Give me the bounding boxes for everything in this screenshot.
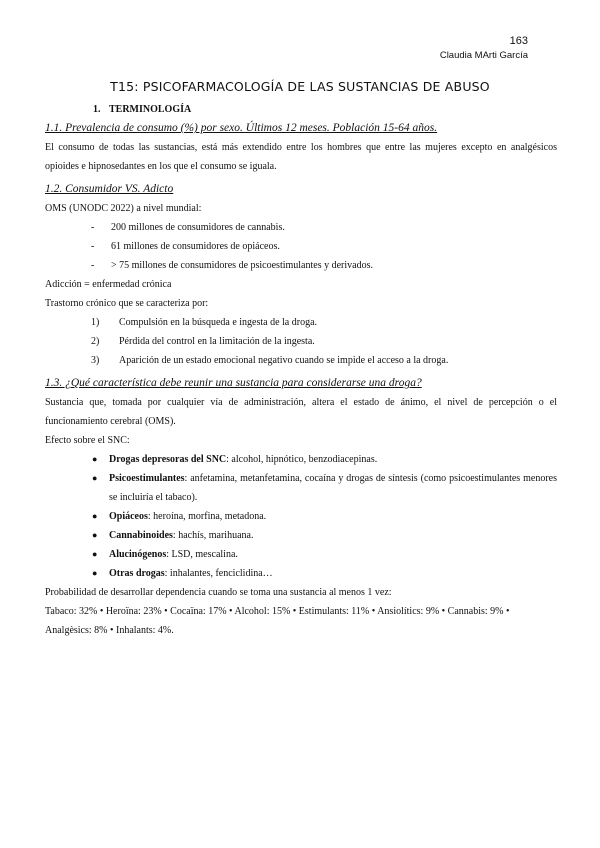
- author-name: Claudia MArti García: [439, 50, 528, 61]
- list-item: ● Psicoestimulantes: anfetamina, metanfetamina, cocaína y drogas de síntesis (como psicoestimulantes menores se incluiría el tabaco).: [45, 469, 557, 507]
- bullet-icon: ●: [92, 473, 98, 483]
- list-item: - > 75 millones de consumidores de psicoestimulantes y derivados.: [91, 260, 373, 271]
- paragraph-definition: Sustancia que, tomada por cualquier vía de administración, altera el estado de ánimo, el nivel de percepción o el funcionamiento cerebral (OMS).: [45, 397, 557, 427]
- paragraph-prevalence: El consumo de todas las sustancias, está más extendido entre los hombres que entre las mujeres excepto en analgésicos opioides e hipnosedantes en los que el consumo se iguala.: [45, 142, 557, 172]
- subsection-heading-1-1: 1.1. Prevalencia de consumo (%) por sexo. Últimos 12 meses. Población 15-64 años.: [45, 122, 438, 134]
- subsection-heading-1-2: 1.2. Consumidor VS. Adicto: [45, 183, 174, 195]
- bullet-icon: ●: [92, 454, 98, 464]
- paragraph-probability-intro: Probabilidad de desarrollar dependencia cuando se toma una sustancia al menos 1 vez:: [45, 587, 392, 598]
- list-item: ● Alucinógenos: LSD, mescalina.: [45, 545, 557, 564]
- bullet-icon: ●: [92, 530, 98, 540]
- list-item: ● Drogas depresoras del SNC: alcohol, hipnótico, benzodiacepinas.: [45, 450, 557, 469]
- bullet-icon: ●: [92, 568, 98, 578]
- paragraph-probability-values: Tabaco: 32% • Heroïna: 23% • Cocaïna: 17% • Alcohol: 15% • Estimulants: 11% • Ansiolítics: 9% • Cannabis: 9% • Analgèsics: 8% • Inhalants: 4%.: [45, 606, 510, 636]
- subsection-heading-1-3: 1.3. ¿Qué característica debe reunir una sustancia para considerarse una droga?: [45, 377, 422, 389]
- section-title: TERMINOLOGÍA: [109, 104, 192, 115]
- list-item: 2) Pérdida del control en la limitación de la ingesta.: [91, 336, 315, 347]
- section-number: 1.: [93, 104, 101, 115]
- document-body: [45, 100, 557, 640]
- list-item: 1) Compulsión en la búsqueda e ingesta de la droga.: [91, 317, 318, 328]
- page-number: 163: [509, 35, 528, 47]
- dash-list: [45, 218, 557, 275]
- page-title: T15: PSICOFARMACOLOGÍA DE LAS SUSTANCIAS DE ABUSO: [110, 79, 490, 94]
- paragraph-disorder: Trastorno crónico que se caracteriza por:: [45, 298, 209, 309]
- bullet-list: [45, 450, 557, 583]
- section-heading-terminologia: [93, 100, 557, 119]
- list-item: - 61 millones de consumidores de opiáceos.: [91, 241, 280, 252]
- list-item: ● Cannabinoides: hachís, marihuana.: [45, 526, 557, 545]
- bullet-icon: ●: [92, 511, 98, 521]
- numbered-list: [45, 313, 557, 370]
- list-item: ● Otras drogas: inhalantes, fenciclidina…: [45, 564, 557, 583]
- bullet-icon: ●: [92, 549, 98, 559]
- paragraph-effect-intro: Efecto sobre el SNC:: [45, 435, 130, 446]
- list-item: - 200 millones de consumidores de cannabis.: [91, 222, 285, 233]
- paragraph-addiction: Adicción = enfermedad crónica: [45, 279, 172, 290]
- paragraph-oms-intro: OMS (UNODC 2022) a nivel mundial:: [45, 203, 202, 214]
- list-item: ● Opiáceos: heroína, morfina, metadona.: [45, 507, 557, 526]
- list-item: 3) Aparición de un estado emocional negativo cuando se impide el acceso a la droga.: [91, 355, 449, 366]
